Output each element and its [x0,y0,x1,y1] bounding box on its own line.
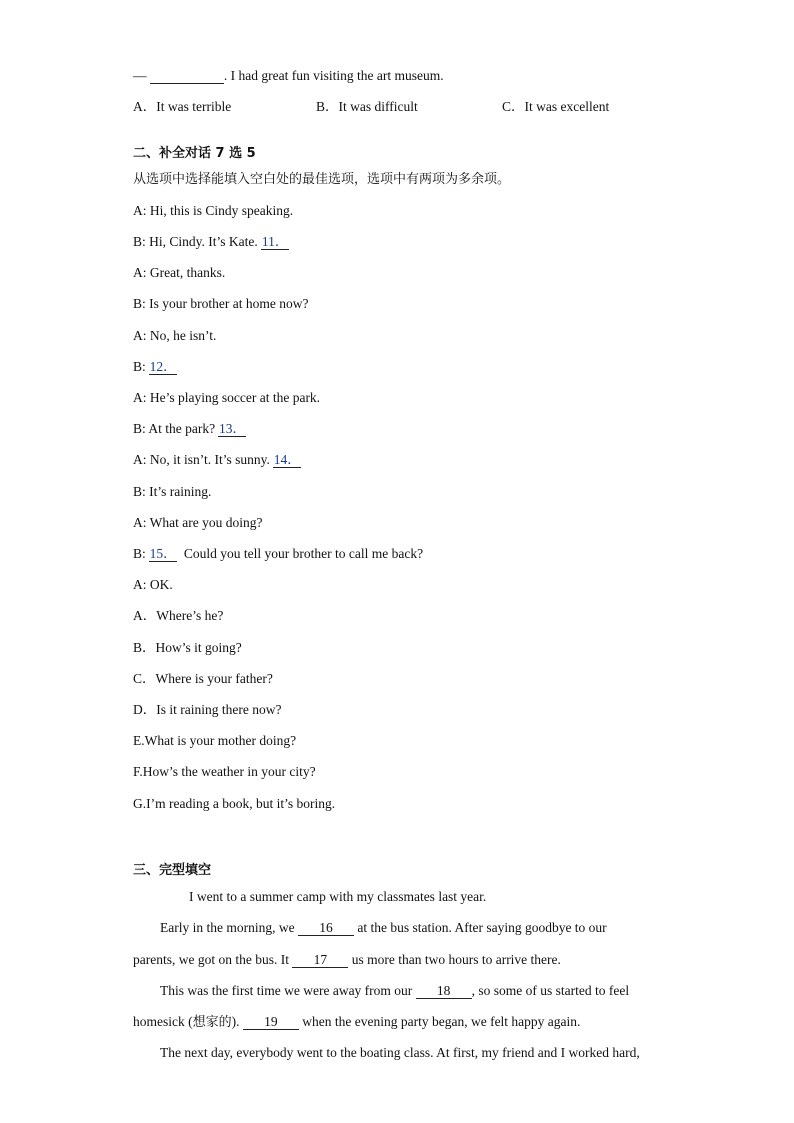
blank-17[interactable]: 17 [292,952,348,968]
section2-option-f[interactable]: F.How’s the weather in your city? [133,764,316,779]
dialogue-line: B: 15． Could you tell your brother to call me back? [133,546,424,561]
blank-13[interactable]: 13． [218,421,246,436]
q10-option-c[interactable]: C．It was excellent [502,99,610,114]
dialogue-line: B: 12． [133,359,177,374]
q10-stem: — . I had great fun visiting the art museum. [133,68,444,83]
dialogue-line: A: Hi, this is Cindy speaking. [133,203,294,218]
dialogue-line: B: It’s raining. [133,484,212,499]
section2-instruction: 从选项中选择能填入空白处的最佳选项，选项中有两项为多余项。 [133,172,511,187]
passage-line: The next day, everybody went to the boating class. At first, my friend and I worked hard, [160,1045,640,1060]
dialogue-line: B: Is your brother at home now? [133,296,309,311]
passage-line: homesick (想家的). 19 when the evening party began, we felt happy again. [133,1014,581,1030]
section3-heading: 三、完型填空 [133,863,212,878]
section2-option-d[interactable]: D．Is it raining there now? [133,702,282,717]
section2-option-b[interactable]: B．How’s it going? [133,640,242,655]
q10-blank[interactable] [150,68,224,84]
blank-16[interactable]: 16 [298,920,354,936]
passage-line: I went to a summer camp with my classmates last year. [189,889,487,904]
section2-option-e[interactable]: E.What is your mother doing? [133,733,297,748]
blank-19[interactable]: 19 [243,1014,299,1030]
section2-option-a[interactable]: A．Where’s he? [133,608,224,623]
section2-heading: 二、补全对话 7 选 5 [133,146,256,161]
passage-line: parents, we got on the bus. It 17 us more than two hours to arrive there. [133,952,561,967]
section2-option-g[interactable]: G.I’m reading a book, but it’s boring. [133,796,336,811]
dialogue-line: A: No, he isn’t. [133,328,217,343]
blank-11[interactable]: 11． [261,234,289,249]
passage-line: This was the first time we were away from our 18 , so some of us started to feel [160,983,630,998]
blank-15[interactable]: 15． [149,546,177,561]
blank-18[interactable]: 18 [416,983,472,999]
dialogue-line: A: Great, thanks. [133,265,226,280]
dialogue-line: B: Hi, Cindy. It’s Kate. 11． [133,234,289,249]
dialogue-line: A: No, it isn’t. It’s sunny. 14． [133,452,301,467]
dialogue-line: A: OK. [133,577,173,592]
q10-option-b[interactable]: B．It was difficult [316,99,418,114]
section2-option-c[interactable]: C．Where is your father? [133,671,273,686]
q10-option-a[interactable]: A．It was terrible [133,99,232,114]
dialogue-line: A: He’s playing soccer at the park. [133,390,321,405]
blank-12[interactable]: 12． [149,359,177,374]
dialogue-line: B: At the park? 13． [133,421,246,436]
dialogue-line: A: What are you doing? [133,515,263,530]
passage-line: Early in the morning, we 16 at the bus station. After saying goodbye to our [160,920,607,935]
blank-14[interactable]: 14． [273,452,301,467]
